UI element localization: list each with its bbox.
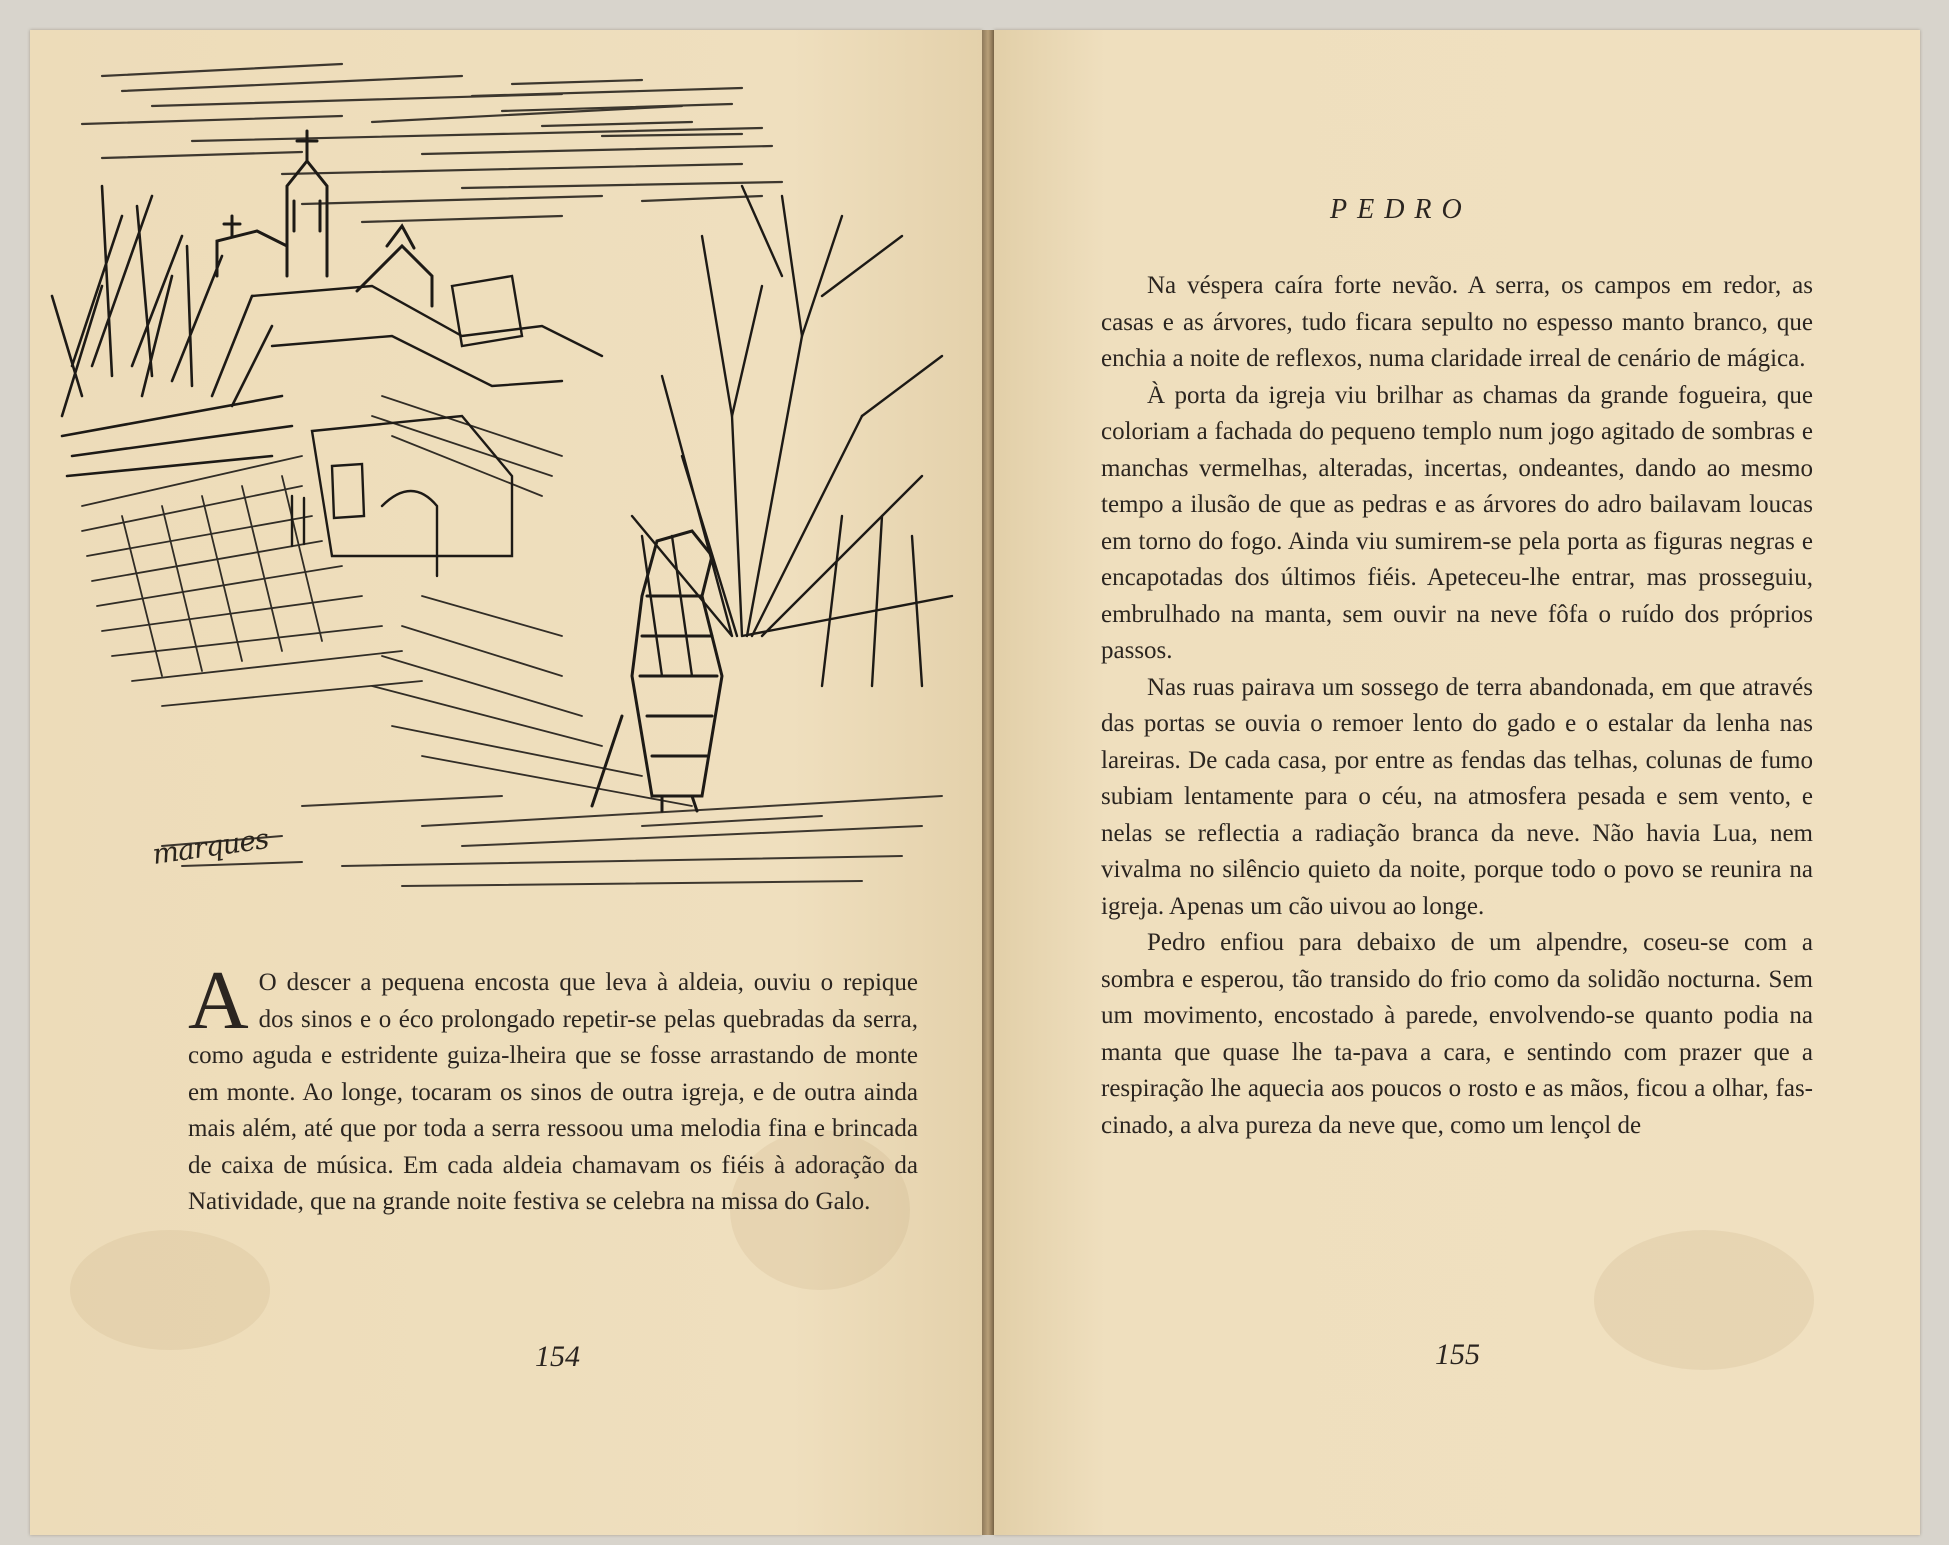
illustration-signature: marques	[150, 822, 271, 871]
page-number-right: 155	[1435, 1338, 1480, 1371]
village-illustration	[42, 36, 967, 931]
page-number-left: 154	[535, 1340, 580, 1373]
book-gutter	[982, 30, 994, 1535]
right-page-text	[1101, 268, 1813, 1144]
paragraph-2: À porta da igreja viu brilhar as chamas da grande fogueira, que coloriam a fachada do pequeno templo num jogo agitado de sombras e manchas vermelhas, alteradas, incertas, ondeantes, dando ao mesmo tempo a ilusão de que as pedras e as árvores do adro bailavam loucas em torno do fogo. Ainda viu sumirem-se pela porta as figuras negras e encapotadas dos últimos fiéis. Apeteceu-lhe entrar, mas prosseguiu, embrulhado na manta, sem ouvir na neve fôfa o ruído dos próprios passos.	[1101, 381, 1813, 664]
left-page	[30, 30, 982, 1535]
book-spread	[20, 30, 1930, 1535]
chapter-title: PEDRO	[1330, 194, 1472, 225]
illustration-drawing	[42, 36, 967, 931]
left-page-text	[188, 954, 918, 1221]
paragraph-1: Na véspera caíra forte nevão. A serra, os campos em redor, as casas e as árvores, tudo ficara sepulto no espesso manto branco, que enchia a noite de reflexos, numa claridade irreal de cenário de mágica.	[1101, 272, 1813, 372]
opening-paragraph: O descer a pequena encosta que leva à aldeia, ouviu o repique dos sinos e o éco prolongado repetir-se pelas quebradas da serra, como aguda e estridente guiza-lheira que se fosse arrastando de monte em monte. Ao longe, tocaram os sinos de outra igreja, e de outra ainda mais além, até que por toda a serra ressoou uma melodia fina e brincada de caixa de música. Em cada aldeia chamavam os fiéis à adoração da Natividade, que na grande noite festiva se celebra na missa do Galo.	[188, 969, 918, 1215]
paragraph-4: Pedro enfiou para debaixo de um alpendre, coseu-se com a sombra e esperou, tão transido do frio como da solidão nocturna. Sem um movimento, encostado à parede, envolvendo-se quanto podia na manta que quase lhe ta-pava a cara, e sentindo com prazer que a respiração lhe aquecia aos poucos o rosto e as mãos, ficou a olhar, fas-cinado, a alva pureza da neve que, como um lençol de	[1101, 929, 1813, 1139]
paragraph-3: Nas ruas pairava um sossego de terra abandonada, em que através das portas se ouvia o remoer lento do gado e o estalar da lenha nas lareiras. De cada casa, por entre as fendas das telhas, colunas de fumo subiam lentamente para o céu, na atmosfera pesada e sem vento, e nelas se reflectia a radiação branca da neve. Não havia Lua, nem vivalma no silêncio quieto da noite, porque todo o povo se reunira na igreja. Apenas um cão uivou ao longe.	[1101, 673, 1813, 920]
drop-cap: A	[188, 954, 249, 1047]
